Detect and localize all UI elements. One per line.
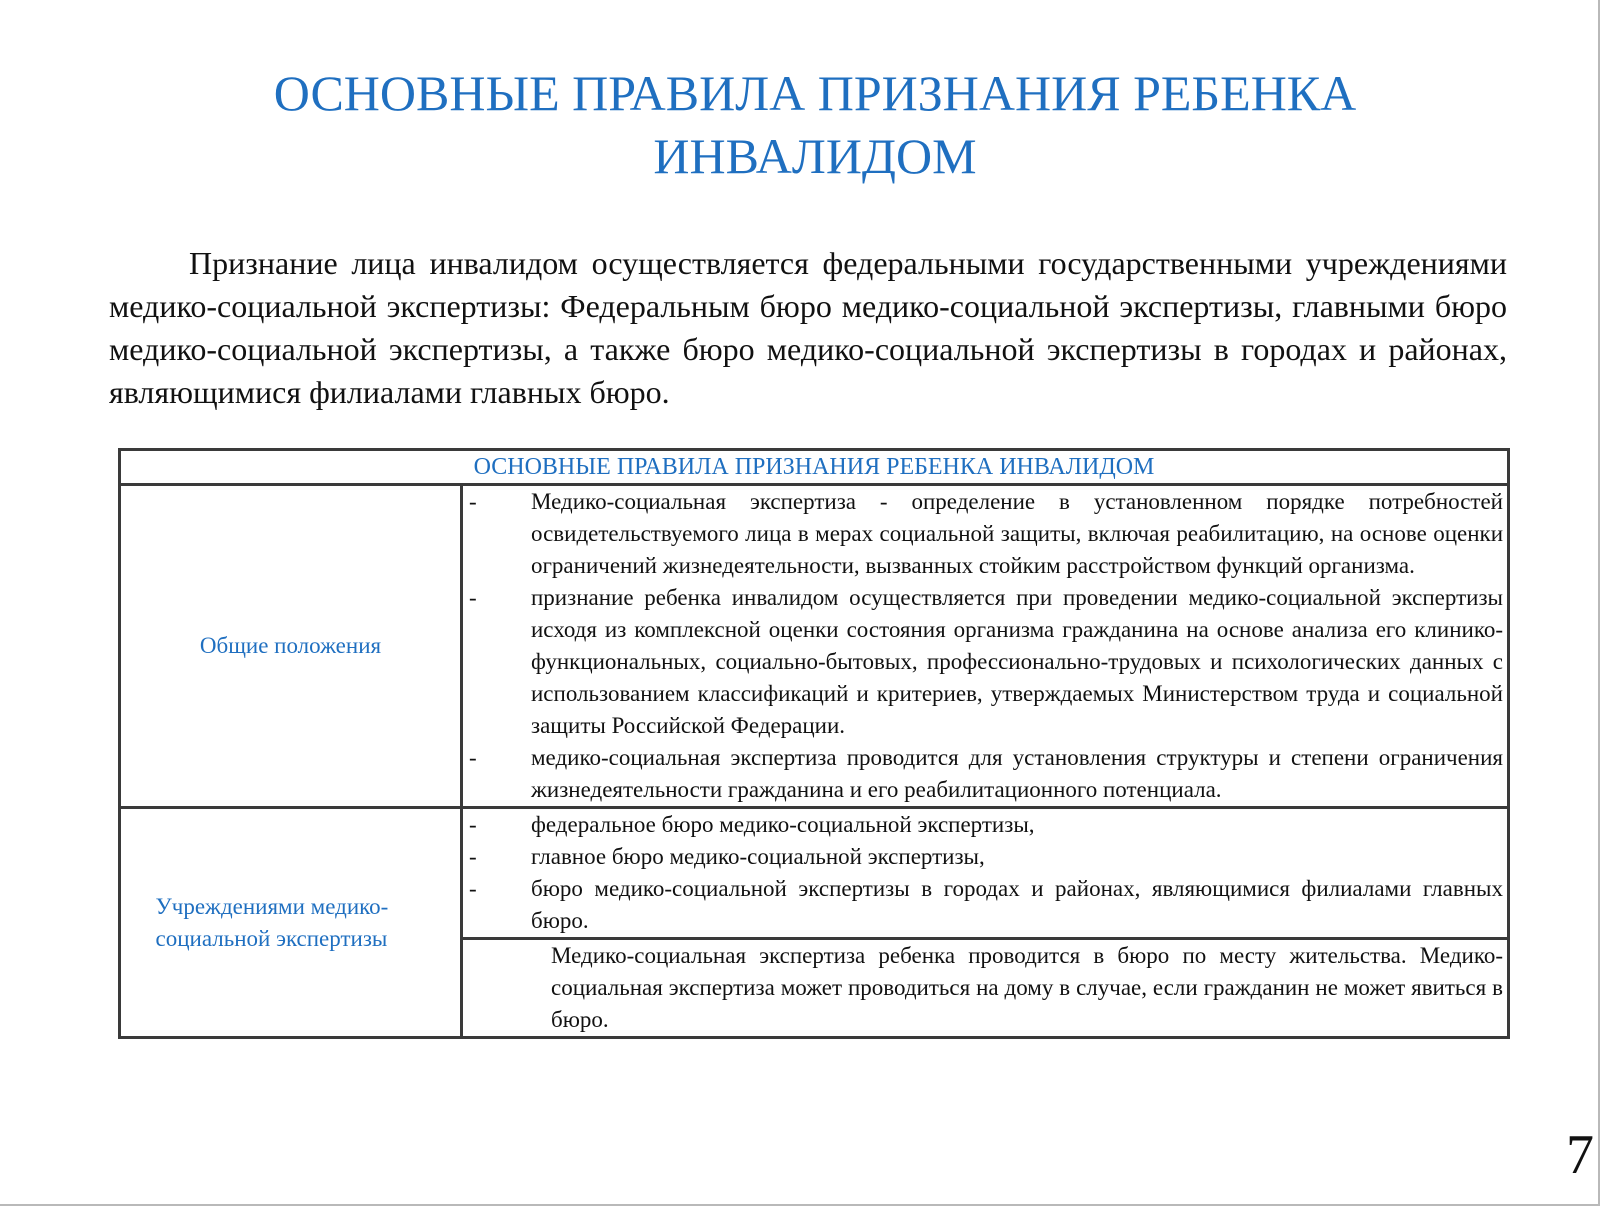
slide-title-text: ОСНОВНЫЕ ПРАВИЛА ПРИЗНАНИЯ РЕБЕНКА ИНВАЛИДОМ [273,65,1357,184]
rules-table [118,448,1510,1039]
intro-paragraph: Признание лица инвалидом осуществляется федеральными государственными учреждениями медико-социальной экспертизы: Федеральным бюро медико-социальной экспертизы, главными бюро медико-социальной экспертизы, а также бюро медико-социальной экспертизы в городах и районах, являющимися филиалами главных бюро. [109,245,1507,410]
items-cell [462,808,1509,939]
list-item: - бюро медико-социальной экспертизы в городах и районах, являющимися филиалами главных бюро. [463,873,1507,937]
dash-list [463,809,1507,937]
table-header: ОСНОВНЫЕ ПРАВИЛА ПРИЗНАНИЯ РЕБЕНКА ИНВАЛИДОМ [120,450,1509,485]
table-header-row [120,450,1509,485]
category-cell [120,808,462,1038]
items-cell [462,485,1509,808]
list-item: - медико-социальная экспертиза проводится для установления структуры и степени ограничения жизнедеятельности гражданина и его реабилитационного потенциала. [463,742,1507,806]
page-number: 7 [1566,1124,1594,1186]
category-cell [120,485,462,808]
list-item: - признание ребенка инвалидом осуществляется при проведении медико-социальной экспертизы исходя из комплексной оценки состояния организма гражданина на основе анализа его клинико-функциональных, социально-бытовых, профессионально-трудовых и психологических данных с использованием классификаций и критериев, утверждаемых Министерством труда и социальной защиты Российской Федерации. [463,582,1507,742]
table-row [120,485,1509,808]
list-item: - Медико-социальная экспертиза - определение в установленном порядке потребностей освидетельствуемого лица в мерах социальной защиты, включая реабилитацию, на основе оценки ограничений жизнедеятельности, вызванных стойким расстройством функций организма. [463,486,1507,582]
slide-title [0,62,1600,188]
list-item: - федеральное бюро медико-социальной экспертизы, [463,809,1507,841]
note-cell: Медико-социальная экспертиза ребенка проводится в бюро по месту жительства. Медико-социальная экспертиза может проводиться на дому в случае, если гражданин не может явиться в бюро. [462,939,1509,1038]
table-row [120,808,1509,939]
list-item: - главное бюро медико-социальной экспертизы, [463,841,1507,873]
category-label: Общие положения [199,633,382,658]
category-label: Учреждениями медико-социальной экспертизы [155,893,389,951]
dash-list [463,486,1507,806]
